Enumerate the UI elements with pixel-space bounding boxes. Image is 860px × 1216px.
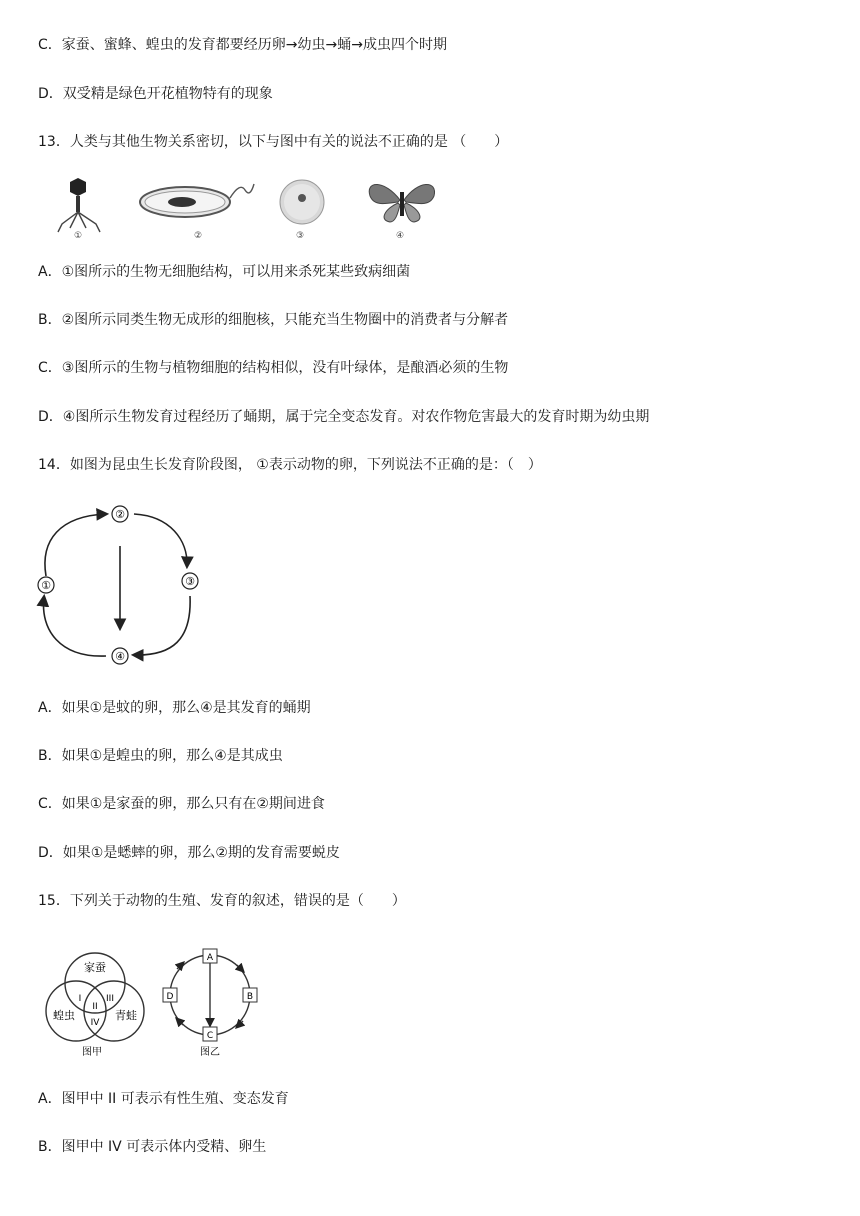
q12-option-d: D．双受精是绿色开花植物特有的现象: [38, 86, 273, 102]
venn-label-silkworm: 家蚕: [84, 961, 106, 974]
fig13-label-1: ①: [74, 231, 83, 241]
q13-option-d: D．④图所示生物发育过程经历了蛹期，属于完全变态发育。对农作物危害最大的发育时期为幼虫期: [38, 409, 650, 425]
q13-option-a: A．①图所示的生物无细胞结构，可以用来杀死某些致病细菌: [38, 264, 411, 280]
venn-caption: 图甲: [82, 1047, 102, 1058]
q13-option-c: C．③图所示的生物与植物细胞的结构相似，没有叶绿体，是酿酒必须的生物: [38, 360, 509, 376]
venn-label-frog: 青蛙: [115, 1009, 137, 1022]
svg-text:D: D: [166, 992, 174, 1002]
cycle-node-a: [203, 949, 217, 963]
q15-stem: 15．下列关于动物的生殖、发育的叙述，错误的是（ ）: [38, 893, 406, 909]
q14-option-c: C．如果①是家蚕的卵，那么只有在②期间进食: [38, 796, 325, 812]
node-2: [112, 506, 128, 522]
yeast-illustration: [280, 180, 324, 241]
venn-region-2: II: [92, 1002, 98, 1012]
q12-option-c: C．家蚕、蜜蜂、蝗虫的发育都要经历卵→幼虫→蛹→成虫四个时期: [38, 37, 447, 53]
q13-stem: 13．人类与其他生物关系密切，以下与图中有关的说法不正确的是 （ ）: [38, 134, 509, 150]
q15-venn-diagram: [40, 945, 150, 1060]
svg-text:①: ①: [41, 579, 51, 592]
svg-text:A: A: [206, 953, 214, 963]
q13-option-b: B．②图所示同类生物无成形的细胞核，只能充当生物圈中的消费者与分解者: [38, 312, 509, 328]
cycle-node-b: [243, 988, 257, 1002]
fig13-label-3: ③: [296, 231, 305, 241]
venn-label-locust: 蝗虫: [53, 1009, 75, 1022]
cycle-node-c: [203, 1027, 217, 1041]
svg-text:④: ④: [115, 650, 125, 663]
q15-option-a: A．图甲中 II 可表示有性生殖、变态发育: [38, 1091, 289, 1107]
svg-text:②: ②: [115, 508, 125, 521]
q14-option-b: B．如果①是蝗虫的卵，那么④是其成虫: [38, 748, 283, 764]
q13-figure: [40, 172, 460, 242]
venn-region-3: III: [106, 994, 114, 1004]
q14-option-d: D．如果①是蟋蟀的卵，那么②期的发育需要蜕皮: [38, 845, 340, 861]
q14-cycle-diagram: [30, 500, 210, 670]
svg-text:C: C: [206, 1031, 214, 1041]
cycle-caption: 图乙: [200, 1047, 220, 1058]
fig13-label-2: ②: [194, 231, 203, 241]
venn-region-1: I: [78, 994, 82, 1004]
node-3: [182, 573, 198, 589]
butterfly-illustration: [369, 184, 434, 241]
svg-text:③: ③: [185, 575, 195, 588]
svg-text:B: B: [246, 992, 254, 1002]
q14-stem: 14．如图为昆虫生长发育阶段图， ①表示动物的卵，下列说法不正确的是：（ ）: [38, 457, 542, 473]
cycle-node-d: [163, 988, 177, 1002]
bacterium-illustration: [140, 184, 254, 241]
fig13-label-4: ④: [396, 231, 405, 241]
node-4: [112, 648, 128, 664]
venn-region-4: IV: [90, 1018, 100, 1028]
q14-option-a: A．如果①是蚊的卵，那么④是其发育的蛹期: [38, 700, 311, 716]
node-1: [38, 577, 54, 593]
phage-illustration: [58, 178, 100, 241]
q15-cycle-diagram: [155, 945, 265, 1060]
q15-option-b: B．图甲中 IV 可表示体内受精、卵生: [38, 1139, 267, 1155]
